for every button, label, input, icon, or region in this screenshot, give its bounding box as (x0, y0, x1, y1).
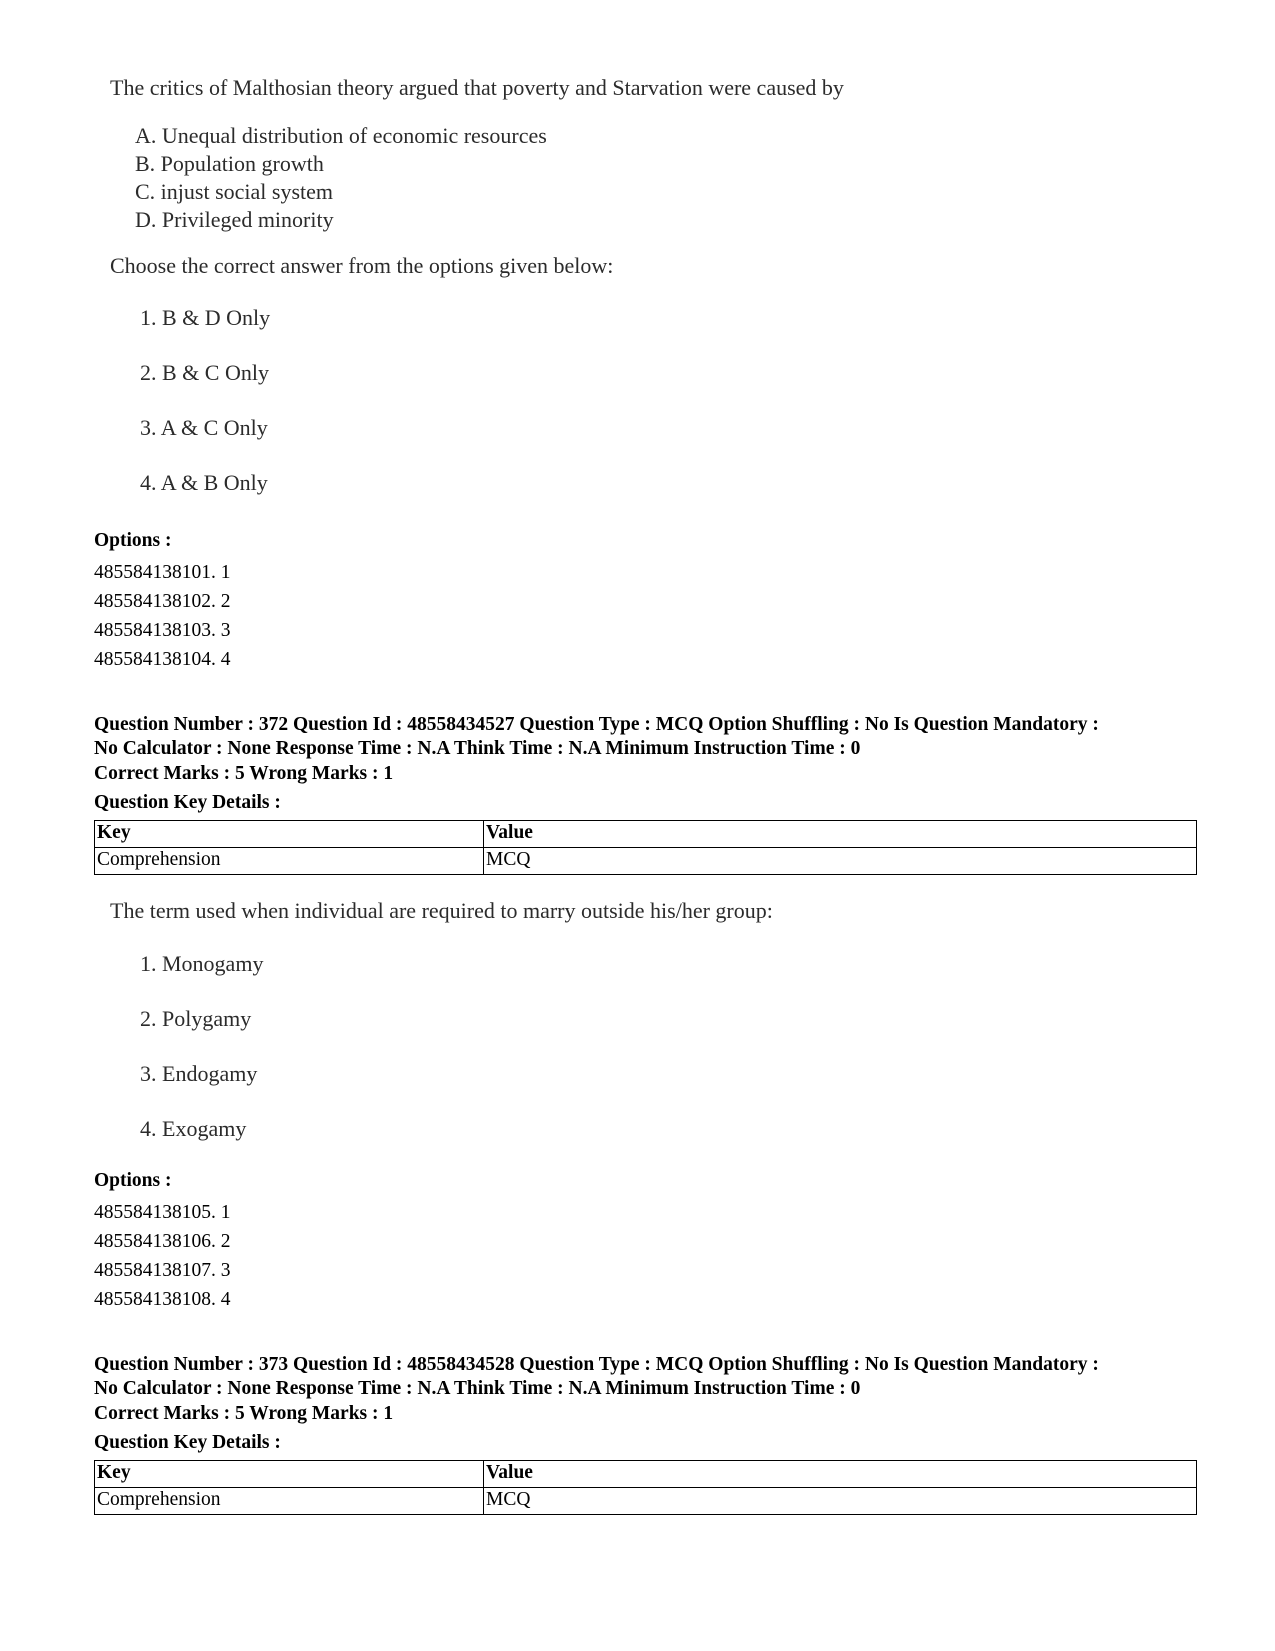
q1-answer-1: 1. B & D Only (140, 305, 271, 330)
q2-option-2: 485584138106. 2 (94, 1231, 231, 1252)
q3-meta-line2: No Calculator : None Response Time : N.A Think Time : N.A Minimum Instruction Time : 0 (94, 1378, 861, 1399)
key-header: Key (95, 821, 484, 848)
q2-meta-line1: Question Number : 372 Question Id : 48558434527 Question Type : MCQ Option Shuffling : No Is Question Mandatory : (94, 714, 1099, 735)
q1-option-4: 485584138104. 4 (94, 649, 231, 670)
q2-option-list (94, 1198, 231, 1314)
value-header: Value (484, 821, 1197, 848)
q3-key-table (94, 1460, 1197, 1515)
key-cell: Comprehension (95, 1488, 484, 1515)
q3-marks: Correct Marks : 5 Wrong Marks : 1 (94, 1403, 394, 1424)
q2-answer-2: 2. Polygamy (140, 1006, 252, 1031)
q3-meta (94, 1353, 1204, 1401)
q1-instruction: Choose the correct answer from the options given below: (110, 253, 614, 278)
q2-option-1: 485584138105. 1 (94, 1202, 231, 1223)
q2-marks: Correct Marks : 5 Wrong Marks : 1 (94, 763, 394, 784)
q1-statement-c: C. injust social system (135, 179, 333, 204)
q2-answer-4: 4. Exogamy (140, 1116, 247, 1141)
q1-option-3: 485584138103. 3 (94, 620, 231, 641)
q1-statement-a: A. Unequal distribution of economic resources (135, 123, 547, 148)
q1-option-2: 485584138102. 2 (94, 591, 231, 612)
q1-statement-b: B. Population growth (135, 151, 324, 176)
q2-answer-1: 1. Monogamy (140, 951, 264, 976)
q1-statement-list (135, 122, 547, 234)
q3-meta-line1: Question Number : 373 Question Id : 48558434528 Question Type : MCQ Option Shuffling : No Is Question Mandatory : (94, 1354, 1099, 1375)
q2-stem: The term used when individual are required to marry outside his/her group: (110, 898, 773, 923)
q2-option-3: 485584138107. 3 (94, 1260, 231, 1281)
q1-answer-2: 2. B & C Only (140, 360, 269, 385)
q1-answer-3: 3. A & C Only (140, 415, 268, 440)
value-cell: MCQ (484, 848, 1197, 875)
q2-answer-3: 3. Endogamy (140, 1061, 258, 1086)
table-row (95, 821, 1197, 848)
q1-option-list (94, 558, 231, 674)
q2-meta (94, 713, 1204, 761)
key-cell: Comprehension (95, 848, 484, 875)
table-row (95, 1488, 1197, 1515)
table-row (95, 1461, 1197, 1488)
q1-answer-4: 4. A & B Only (140, 470, 268, 495)
q1-answer-list (140, 304, 270, 524)
q1-options-label: Options : (94, 530, 172, 551)
q1-option-1: 485584138101. 1 (94, 562, 231, 583)
table-row (95, 848, 1197, 875)
value-header: Value (484, 1461, 1197, 1488)
q2-options-label: Options : (94, 1170, 172, 1191)
value-cell: MCQ (484, 1488, 1197, 1515)
q3-key-details-label: Question Key Details : (94, 1432, 281, 1453)
q2-option-4: 485584138108. 4 (94, 1289, 231, 1310)
q2-answer-list (140, 950, 263, 1170)
q2-key-table (94, 820, 1197, 875)
q2-key-details-label: Question Key Details : (94, 792, 281, 813)
q2-meta-line2: No Calculator : None Response Time : N.A Think Time : N.A Minimum Instruction Time : 0 (94, 738, 861, 759)
key-header: Key (95, 1461, 484, 1488)
q1-statement-d: D. Privileged minority (135, 207, 334, 232)
q1-stem: The critics of Malthosian theory argued that poverty and Starvation were caused by (110, 75, 844, 100)
